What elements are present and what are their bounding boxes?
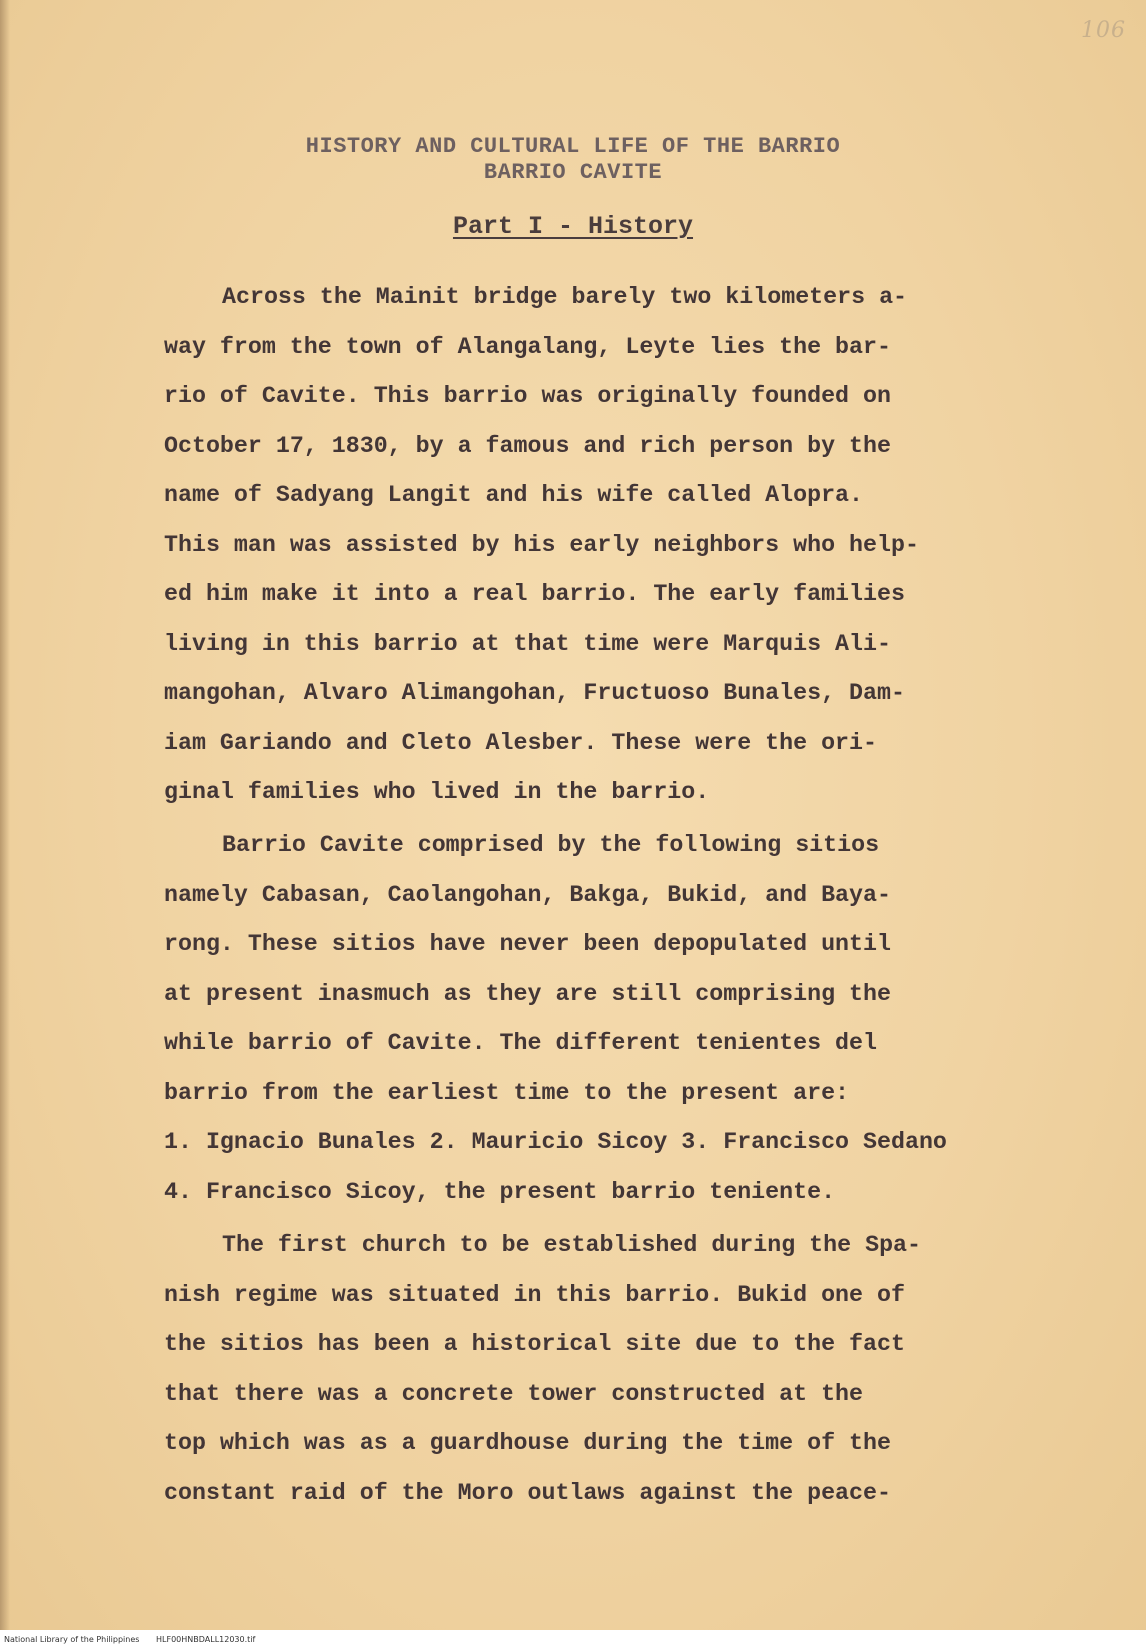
text-line: that there was a concrete tower constructed at the [164, 1381, 864, 1407]
text-line: mangohan, Alvaro Alimangohan, Fructuoso Bunales, Dam- [164, 680, 905, 706]
text-line: living in this barrio at that time were Marquis Ali- [164, 631, 891, 657]
folio-number: 106 [1081, 18, 1126, 43]
text-line: ed him make it into a real barrio. The early families [164, 581, 905, 607]
scan-edge-shadow [0, 0, 10, 1630]
text-line: October 17, 1830, by a famous and rich person by the [164, 433, 891, 459]
part-heading [0, 212, 1146, 241]
text-line: constant raid of the Moro outlaws against the peace- [164, 1480, 891, 1506]
text-line: iam Gariando and Cleto Alesber. These were the ori- [164, 730, 878, 756]
text-line: nish regime was situated in this barrio. Bukid one of [164, 1282, 905, 1308]
text-line: way from the town of Alangalang, Leyte lies the bar- [164, 334, 891, 360]
part-heading-text: Part I - History [452, 212, 694, 241]
text-line: namely Cabasan, Caolangohan, Bakga, Bukid, and Baya- [164, 882, 891, 908]
text-line: 4. Francisco Sicoy, the present barrio teniente. [164, 1179, 836, 1205]
text-line: the sitios has been a historical site due to the fact [164, 1331, 905, 1357]
document-subtitle: BARRIO CAVITE [483, 160, 663, 185]
text-line: rong. These sitios have never been depopulated until [164, 931, 891, 957]
text-line: 1. Ignacio Bunales 2. Mauricio Sicoy 3. Francisco Sedano [164, 1129, 947, 1155]
text-line: Barrio Cavite comprised by the following sitios [222, 832, 880, 858]
text-line: while barrio of Cavite. The different tenientes del [164, 1030, 878, 1056]
scan-footer [0, 1630, 1146, 1650]
text-line: rio of Cavite. This barrio was originally founded on [164, 383, 891, 409]
document-title: HISTORY AND CULTURAL LIFE OF THE BARRIO [305, 134, 841, 159]
text-line: barrio from the earliest time to the present are: [164, 1080, 850, 1106]
text-line: top which was as a guardhouse during the time of the [164, 1430, 891, 1456]
text-line: This man was assisted by his early neighbors who help- [164, 532, 919, 558]
text-line: The first church to be established during the Spa- [222, 1232, 922, 1258]
library-credit: National Library of the Philippines [4, 1635, 140, 1644]
scan-filename: HLF00HNBDALL12030.tif [156, 1635, 256, 1644]
text-line: ginal families who lived in the barrio. [164, 779, 710, 805]
text-line: name of Sadyang Langit and his wife called Alopra. [164, 482, 864, 508]
text-line: Across the Mainit bridge barely two kilometers a- [222, 284, 908, 310]
text-line: at present inasmuch as they are still comprising the [164, 981, 891, 1007]
